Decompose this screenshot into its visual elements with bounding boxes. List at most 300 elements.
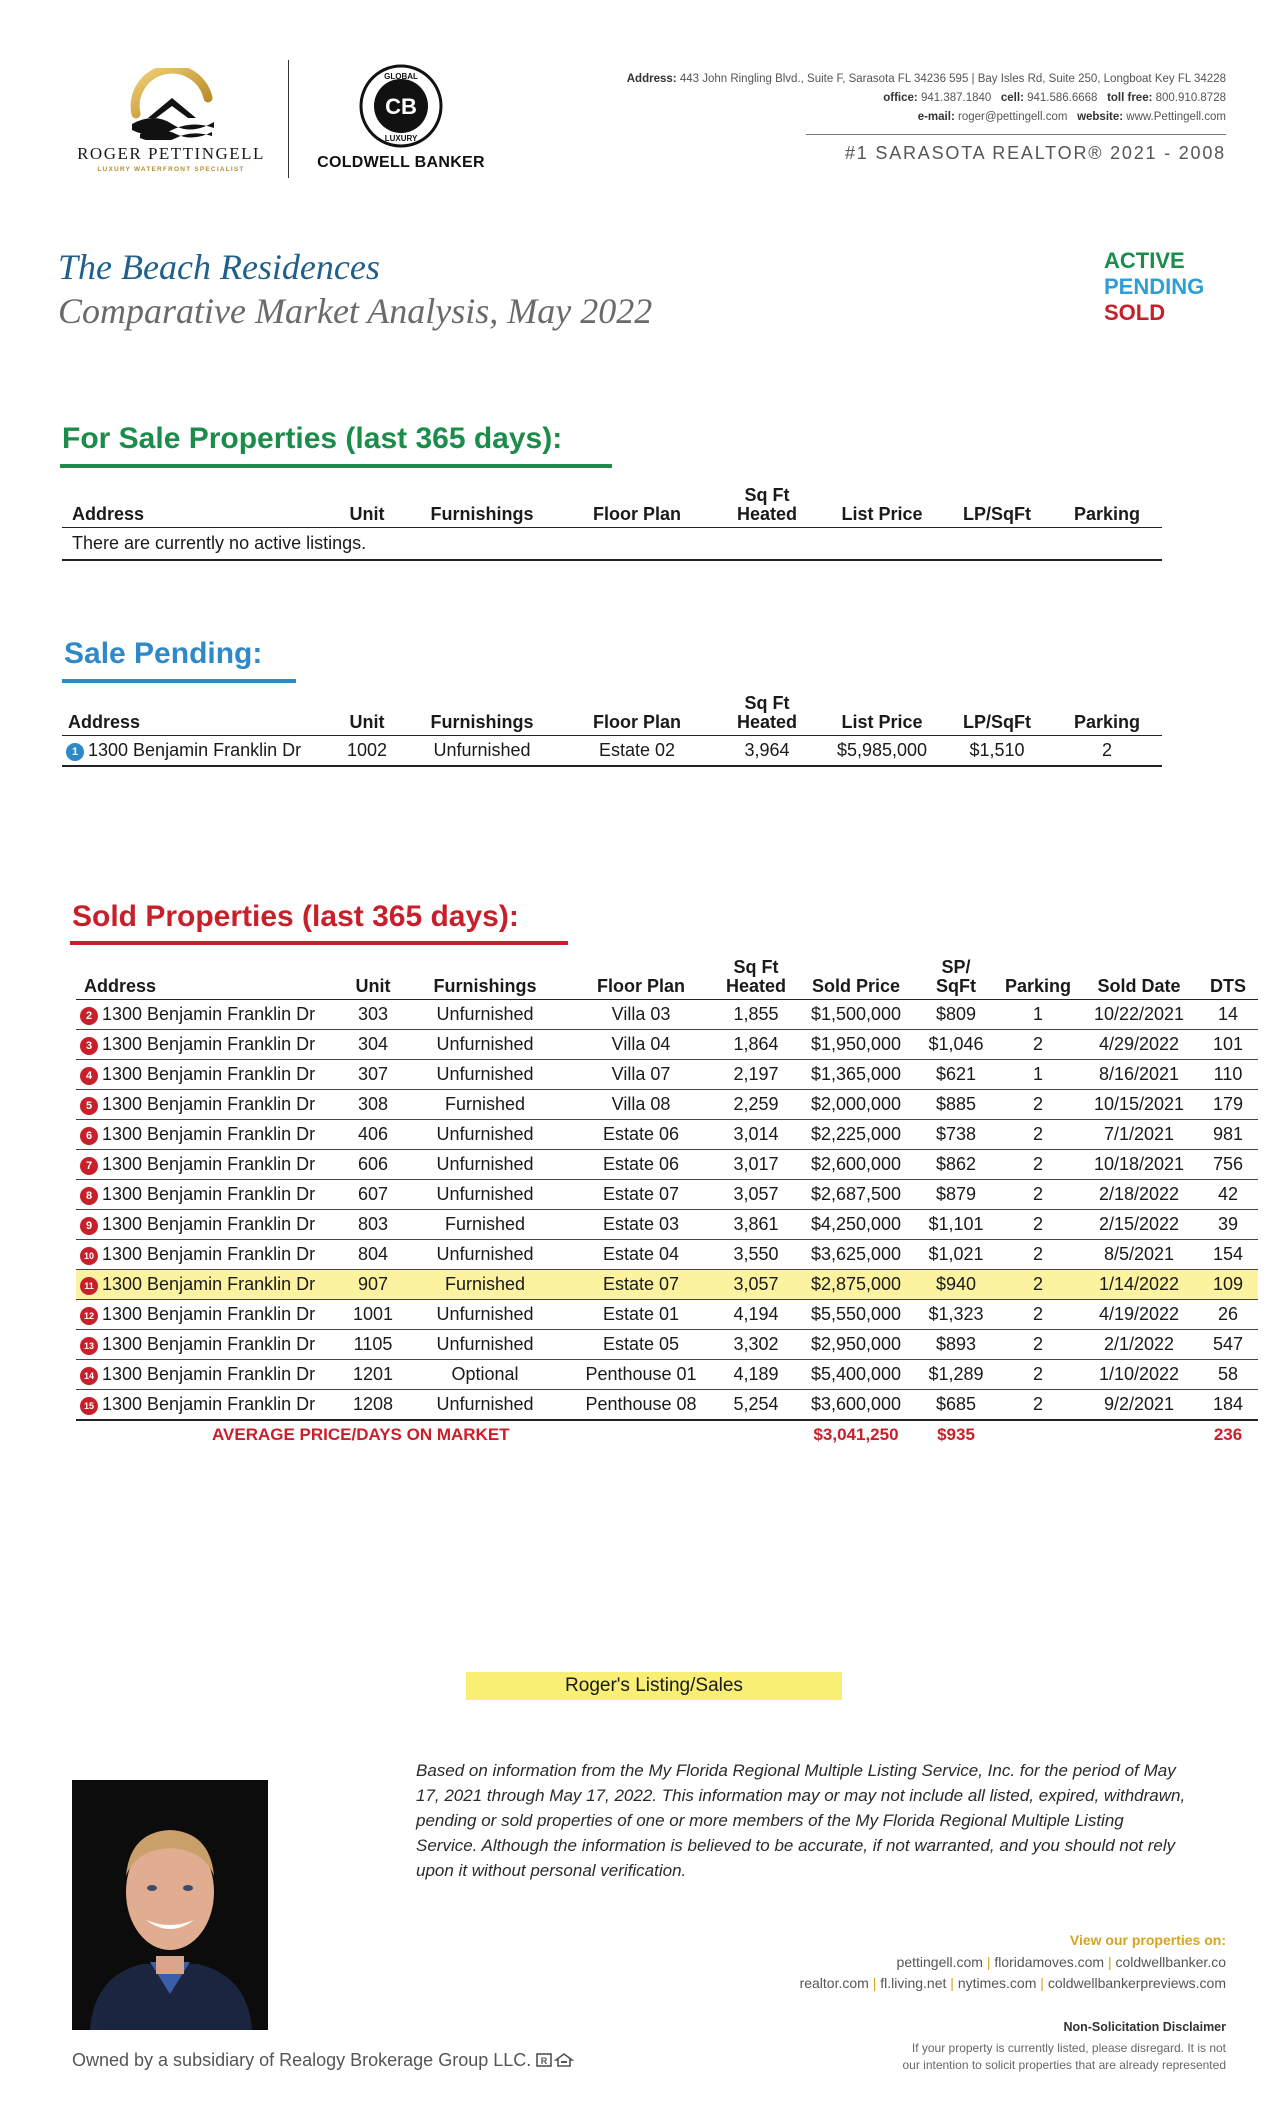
sold-price-cell: $1,365,000 <box>810 1064 902 1084</box>
col-unit: Unit <box>355 976 391 996</box>
unit-cell: 308 <box>357 1094 389 1114</box>
address-cell <box>62 736 332 766</box>
status-sold: SOLD <box>1104 300 1166 325</box>
for-sale-table <box>62 486 1162 561</box>
sqft-cell: 3,014 <box>733 1124 779 1144</box>
sold-price-cell: $3,625,000 <box>810 1244 902 1264</box>
furnishings-cell: Unfurnished <box>433 739 531 760</box>
col-address: Address <box>84 976 157 996</box>
mls-disclaimer: Based on information from the My Florida Regional Multiple Listing Service, Inc. for the period of May 17, 2021 through May 17, 2022. This information may or may not include all listed, expired, withdrawn, pending or sold properties of one or more members of the My Florida Regional Multiple Listing Service. Although the information is believed to be accurate, if not warranted, and you should not rely upon it without personal verification. <box>416 1761 1186 1880</box>
dts-cell: 547 <box>1212 1334 1244 1354</box>
listing-legend: Roger's Listing/Sales <box>466 1672 842 1700</box>
realtor-award: #1 SARASOTA REALTOR® 2021 - 2008 <box>844 143 1226 163</box>
parking-cell: 2 <box>1032 1244 1043 1264</box>
furnishings-cell: Unfurnished <box>436 1334 534 1354</box>
pending-rule <box>62 679 296 683</box>
address-text: 1300 Benjamin Franklin Dr <box>102 1393 316 1414</box>
address-cell <box>76 1180 342 1210</box>
sold-date-cell: 10/18/2021 <box>1093 1154 1185 1174</box>
col-sqft <box>712 694 822 736</box>
floor-plan-cell: Villa 07 <box>611 1064 671 1084</box>
col-sqft-line1: Sq Ft <box>744 693 790 713</box>
sold-date-cell: 10/15/2021 <box>1093 1094 1185 1114</box>
pending-table <box>62 694 1162 767</box>
logo-tagline: LUXURY WATERFRONT SPECIALIST <box>97 166 245 173</box>
cell-label: cell: <box>1000 92 1024 104</box>
logo-divider <box>288 60 289 178</box>
parking-cell: 2 <box>996 1270 1080 1300</box>
col-sqft <box>712 486 822 528</box>
address-cell <box>76 1240 342 1270</box>
average-label: AVERAGE PRICE/DAYS ON MARKET <box>212 1425 510 1444</box>
cell-phone[interactable]: 941.586.6668 <box>1027 92 1098 104</box>
furnishings-cell: Furnished <box>444 1214 526 1234</box>
address-cell <box>76 1270 342 1300</box>
sp-sqft-cell: $685 <box>935 1393 977 1414</box>
sold-date-cell: 2/15/2022 <box>1098 1214 1180 1234</box>
col-sold-price: Sold Price <box>811 976 901 996</box>
lp-sqft-cell: $1,510 <box>969 739 1025 760</box>
dts-cell: 981 <box>1212 1124 1244 1144</box>
sold-date-cell: 4/29/2022 <box>1098 1034 1180 1054</box>
average-sp-sqft: $935 <box>937 1425 975 1444</box>
unit-cell: 1201 <box>352 1364 394 1384</box>
sold-date-cell: 2/18/2022 <box>1098 1184 1180 1204</box>
unit-cell: 1208 <box>352 1393 394 1414</box>
unit-cell: 1105 <box>353 1334 393 1354</box>
furnishings-cell: Furnished <box>404 1270 566 1300</box>
col-sp-line1: SP/ <box>941 957 971 977</box>
col-sqft-line2: Heated <box>725 976 787 996</box>
status-legend <box>1104 248 1204 326</box>
dts-cell: 179 <box>1212 1094 1244 1114</box>
sold-date-cell: 2/1/2022 <box>1103 1334 1175 1354</box>
furnishings-cell: Unfurnished <box>436 1154 534 1174</box>
email-line <box>546 108 1226 127</box>
col-floor-plan: Floor Plan <box>592 504 681 524</box>
row-number-badge: 7 <box>80 1157 98 1175</box>
address-text: 1300 Benjamin Franklin Dr <box>102 1184 316 1204</box>
floor-plan-cell: Villa 08 <box>611 1094 671 1114</box>
average-sold-price: $3,041,250 <box>813 1425 899 1444</box>
col-unit: Unit <box>349 712 385 732</box>
floor-plan-cell: Estate 07 <box>602 1184 680 1204</box>
sp-sqft-cell: $893 <box>935 1334 977 1354</box>
pending-heading: Sale Pending: <box>64 637 263 670</box>
ownership-note <box>72 2050 576 2071</box>
sold-price-cell: $3,600,000 <box>810 1393 902 1414</box>
address-cell <box>76 1030 342 1060</box>
parking-cell: 1 <box>1032 1064 1043 1084</box>
sold-rule <box>70 941 568 945</box>
unit-cell: 1001 <box>352 1304 394 1324</box>
address-line <box>546 70 1226 89</box>
sold-row <box>76 1150 1258 1180</box>
website-link[interactable]: www.Pettingell.com <box>1126 111 1226 123</box>
parking-cell: 2 <box>1032 1184 1043 1204</box>
col-address: Address <box>72 504 145 524</box>
dts-cell: 26 <box>1217 1304 1239 1324</box>
furnishings-cell: Furnished <box>444 1094 526 1114</box>
svg-text:CB: CB <box>385 94 417 119</box>
sold-header-row <box>76 958 1258 1000</box>
for-sale-heading: For Sale Properties (last 365 days): <box>62 422 563 455</box>
ownership-text: Owned by a subsidiary of Realogy Brokerage Group LLC. <box>72 2050 532 2070</box>
col-sqft-line1: Sq Ft <box>733 957 779 977</box>
floor-plan-cell: Villa 04 <box>611 1034 671 1054</box>
dts-cell: 756 <box>1212 1154 1244 1174</box>
col-parking: Parking <box>1073 712 1141 732</box>
address-text: 1300 Benjamin Franklin Dr <box>102 1364 316 1384</box>
furnishings-cell: Optional <box>451 1364 519 1384</box>
row-number-badge: 6 <box>80 1127 98 1145</box>
row-number-badge: 9 <box>80 1217 98 1235</box>
sold-price-cell: $4,250,000 <box>810 1214 902 1234</box>
sold-row <box>76 1330 1258 1360</box>
address-cell <box>76 1330 342 1360</box>
col-list-price: List Price <box>841 712 923 732</box>
unit-cell: 307 <box>357 1064 389 1084</box>
links-row-1: pettingell.com | floridamoves.com | coldwellbanker.co <box>896 1954 1226 1970</box>
page-title: The Beach Residences <box>58 247 380 287</box>
sqft-cell: 1,864 <box>733 1034 779 1054</box>
website-label: website: <box>1077 111 1124 123</box>
col-sp-sqft <box>916 958 996 1000</box>
sqft-cell: 3,964 <box>744 739 790 760</box>
address-value: 443 John Ringling Blvd., Suite F, Sarasota FL 34236 595 | Bay Isles Rd, Suite 250, Longboat Key FL 34228 <box>679 73 1226 85</box>
address-text: 1300 Benjamin Franklin Dr <box>102 1124 316 1144</box>
floor-plan-cell: Estate 06 <box>602 1124 680 1144</box>
col-floor-plan: Floor Plan <box>592 712 681 732</box>
email-label: e-mail: <box>917 111 955 123</box>
row-number-badge: 13 <box>80 1337 98 1355</box>
address-text: 1300 Benjamin Franklin Dr <box>102 1214 316 1234</box>
sold-row <box>76 1270 1258 1300</box>
empty-row <box>62 528 1162 560</box>
address-text: 1300 Benjamin Franklin Dr <box>102 1274 316 1294</box>
row-number-badge: 3 <box>80 1037 98 1055</box>
row-number-badge: 1 <box>66 743 84 761</box>
dts-cell: 101 <box>1212 1034 1244 1054</box>
sold-price-cell: $5,400,000 <box>810 1364 902 1384</box>
view-properties-title: View our properties on: <box>1069 1932 1226 1948</box>
sold-row <box>76 1210 1258 1240</box>
address-text: 1300 Benjamin Franklin Dr <box>102 1064 316 1084</box>
brand-name: COLDWELL BANKER <box>317 154 485 171</box>
sold-row <box>76 1030 1258 1060</box>
address-cell <box>76 1300 342 1330</box>
floor-plan-cell: Villa 03 <box>611 1004 671 1024</box>
row-number-badge: 15 <box>80 1397 98 1415</box>
row-number-badge: 10 <box>80 1247 98 1265</box>
for-sale-header-row <box>62 486 1162 528</box>
parking-cell: 2 <box>1032 1393 1043 1414</box>
sold-price-cell: $2,875,000 <box>796 1270 916 1300</box>
floor-plan-cell: Estate 02 <box>598 739 676 760</box>
office-label: office: <box>883 92 918 104</box>
agent-photo <box>72 1780 268 2030</box>
sp-sqft-cell: $862 <box>935 1154 977 1174</box>
col-lp-sqft: LP/SqFt <box>963 712 1031 732</box>
sold-date-cell: 1/10/2022 <box>1098 1364 1180 1384</box>
col-furnishings: Furnishings <box>430 712 534 732</box>
unit-cell: 607 <box>357 1184 389 1204</box>
row-number-badge: 2 <box>80 1007 98 1025</box>
contact-divider <box>806 134 1226 135</box>
sold-row <box>76 1120 1258 1150</box>
sqft-cell: 4,194 <box>733 1304 779 1324</box>
address-cell <box>76 1090 342 1120</box>
col-parking: Parking <box>1073 504 1141 524</box>
col-unit: Unit <box>349 504 385 524</box>
sold-price-cell: $1,950,000 <box>810 1034 902 1054</box>
link-floridamoves[interactable]: floridamoves.com <box>994 1954 1105 1970</box>
address-cell <box>76 1210 342 1240</box>
sold-heading: Sold Properties (last 365 days): <box>72 900 519 933</box>
sp-sqft-cell: $621 <box>935 1064 977 1084</box>
list-price-cell: $5,985,000 <box>836 739 928 760</box>
sold-date-cell: 4/19/2022 <box>1098 1304 1180 1324</box>
parking-cell: 2 <box>1032 1364 1043 1384</box>
sp-sqft-cell: $1,046 <box>928 1034 984 1054</box>
sold-row <box>76 1180 1258 1210</box>
sqft-cell: 2,197 <box>733 1064 779 1084</box>
address-text: 1300 Benjamin Franklin Dr <box>102 1034 316 1054</box>
sqft-cell: 2,259 <box>733 1094 779 1114</box>
floor-plan-cell: Estate 07 <box>566 1270 716 1300</box>
dts-cell: 39 <box>1217 1214 1239 1234</box>
unit-cell: 907 <box>342 1270 404 1300</box>
row-number-badge: 12 <box>80 1307 98 1325</box>
sold-price-cell: $2,687,500 <box>810 1184 902 1204</box>
unit-cell: 406 <box>357 1124 389 1144</box>
address-cell <box>76 1360 342 1390</box>
floor-plan-cell: Estate 05 <box>602 1334 680 1354</box>
address-cell <box>76 1390 342 1420</box>
sold-row <box>76 1060 1258 1090</box>
average-row <box>76 1420 1258 1450</box>
unit-cell: 803 <box>357 1214 389 1234</box>
non-solicitation-line-1: If your property is currently listed, please disregard. It is not <box>911 2041 1226 2055</box>
furnishings-cell: Unfurnished <box>436 1064 534 1084</box>
col-sqft-line2: Heated <box>736 504 798 524</box>
sp-sqft-cell: $940 <box>916 1270 996 1300</box>
parking-cell: 2 <box>1032 1334 1043 1354</box>
tollfree-label: toll free: <box>1107 92 1153 104</box>
sold-price-cell: $2,225,000 <box>810 1124 902 1144</box>
unit-cell: 804 <box>357 1244 389 1264</box>
row-number-badge: 5 <box>80 1097 98 1115</box>
parking-cell: 2 <box>1032 1214 1043 1234</box>
col-sqft-line2: Heated <box>736 712 798 732</box>
sp-sqft-cell: $1,323 <box>928 1304 984 1324</box>
col-sqft-line1: Sq Ft <box>744 485 790 505</box>
svg-text:R: R <box>541 2056 548 2066</box>
pending-header-row <box>62 694 1162 736</box>
dts-cell: 154 <box>1212 1244 1244 1264</box>
link-coldwellbanker[interactable]: coldwellbanker.co <box>1115 1954 1226 1970</box>
global-luxury-seal-icon <box>359 64 443 148</box>
dts-cell: 58 <box>1217 1364 1239 1384</box>
sp-sqft-cell: $885 <box>935 1094 977 1114</box>
phone-line <box>546 89 1226 108</box>
sold-date-cell: 1/14/2022 <box>1080 1270 1198 1300</box>
sold-date-cell: 8/5/2021 <box>1103 1244 1175 1264</box>
empty-message: There are currently no active listings. <box>72 532 367 553</box>
dts-cell: 42 <box>1217 1184 1239 1204</box>
floor-plan-cell: Estate 01 <box>602 1304 680 1324</box>
logo-name: ROGER PETTINGELL <box>77 144 265 163</box>
pending-row <box>62 736 1162 766</box>
seal-top-text: GLOBAL <box>384 72 418 81</box>
furnishings-cell: Unfurnished <box>436 1304 534 1324</box>
row-number-badge: 8 <box>80 1187 98 1205</box>
dts-cell: 109 <box>1198 1270 1258 1300</box>
dts-cell: 184 <box>1212 1393 1244 1414</box>
link-cbpreviews[interactable]: coldwellbankerpreviews.com <box>1047 1975 1226 1991</box>
unit-cell: 303 <box>357 1004 389 1024</box>
furnishings-cell: Unfurnished <box>436 1124 534 1144</box>
sqft-cell: 3,550 <box>733 1244 779 1264</box>
equal-housing-icon <box>536 2052 576 2068</box>
address-cell <box>76 1060 342 1090</box>
house-wave-icon <box>126 68 218 140</box>
sp-sqft-cell: $1,021 <box>928 1244 984 1264</box>
sold-price-cell: $2,000,000 <box>810 1094 902 1114</box>
address-text: 1300 Benjamin Franklin Dr <box>102 1304 316 1324</box>
sqft-cell: 3,017 <box>733 1154 779 1174</box>
email-link[interactable]: roger@pettingell.com <box>957 111 1068 123</box>
floor-plan-cell: Penthouse 08 <box>585 1393 697 1414</box>
parking-cell: 1 <box>1032 1004 1043 1024</box>
row-number-badge: 4 <box>80 1067 98 1085</box>
address-label: Address: <box>626 73 677 85</box>
unit-cell: 1002 <box>346 739 388 760</box>
sold-row <box>76 1360 1258 1390</box>
sqft-cell: 1,855 <box>733 1004 779 1024</box>
col-sp-line2: SqFt <box>936 976 976 996</box>
address-cell <box>76 1150 342 1180</box>
sold-row <box>76 1090 1258 1120</box>
address-text: 1300 Benjamin Franklin Dr <box>102 1244 316 1264</box>
sp-sqft-cell: $809 <box>935 1004 977 1024</box>
col-floor-plan: Floor Plan <box>596 976 685 996</box>
address-text: 1300 Benjamin Franklin Dr <box>102 1154 316 1174</box>
links-row-2: realtor.com | fl.living.net | nytimes.com | coldwellbankerpreviews.com <box>799 1975 1226 1991</box>
furnishings-cell: Unfurnished <box>436 1244 534 1264</box>
unit-cell: 304 <box>357 1034 389 1054</box>
col-list-price: List Price <box>841 504 923 524</box>
sold-date-cell: 7/1/2021 <box>1103 1124 1175 1144</box>
sqft-cell: 5,254 <box>733 1393 779 1414</box>
row-number-badge: 14 <box>80 1367 98 1385</box>
sold-date-cell: 9/2/2021 <box>1103 1393 1175 1414</box>
floor-plan-cell: Penthouse 01 <box>585 1364 697 1384</box>
parking-cell: 2 <box>1032 1034 1043 1054</box>
non-solicitation-text <box>806 2040 1226 2074</box>
sqft-cell: 3,057 <box>716 1270 796 1300</box>
sp-sqft-cell: $738 <box>935 1124 977 1144</box>
sold-price-cell: $1,500,000 <box>810 1004 902 1024</box>
furnishings-cell: Unfurnished <box>436 1184 534 1204</box>
sold-row <box>76 1390 1258 1420</box>
sqft-cell: 4,189 <box>733 1364 779 1384</box>
address-cell <box>76 1000 342 1030</box>
sold-price-cell: $2,600,000 <box>810 1154 902 1174</box>
sold-date-cell: 8/16/2021 <box>1098 1064 1180 1084</box>
sold-table <box>76 958 1258 1450</box>
address-text: 1300 Benjamin Franklin Dr <box>102 1004 316 1024</box>
status-pending: PENDING <box>1104 274 1205 299</box>
parking-cell: 2 <box>1032 1304 1043 1324</box>
seal-bottom-text: LUXURY <box>384 134 418 143</box>
link-pettingell[interactable]: pettingell.com <box>896 1954 983 1970</box>
status-active: ACTIVE <box>1104 248 1185 273</box>
address-text: 1300 Benjamin Franklin Dr <box>88 739 302 760</box>
sp-sqft-cell: $1,101 <box>928 1214 984 1234</box>
property-links <box>526 1952 1226 1994</box>
non-solicitation-title: Non-Solicitation Disclaimer <box>1063 2020 1226 2034</box>
unit-cell: 606 <box>357 1154 389 1174</box>
sold-row <box>76 1240 1258 1270</box>
floor-plan-cell: Estate 06 <box>602 1154 680 1174</box>
sqft-cell: 3,861 <box>733 1214 779 1234</box>
link-nytimes[interactable]: nytimes.com <box>957 1975 1037 1991</box>
floor-plan-cell: Estate 04 <box>602 1244 680 1264</box>
sold-price-cell: $5,550,000 <box>810 1304 902 1324</box>
sold-price-cell: $2,950,000 <box>810 1334 902 1354</box>
col-sold-date: Sold Date <box>1097 976 1181 996</box>
sold-rows <box>76 1000 1258 1450</box>
sp-sqft-cell: $1,289 <box>928 1364 984 1384</box>
dts-cell: 110 <box>1213 1064 1243 1084</box>
link-fl-living[interactable]: fl.living.net <box>880 1975 947 1991</box>
contact-block <box>546 70 1226 127</box>
sold-row <box>76 1000 1258 1030</box>
col-parking: Parking <box>1004 976 1072 996</box>
roger-pettingell-logo <box>66 62 276 182</box>
parking-cell: 2 <box>1032 1154 1043 1174</box>
sp-sqft-cell: $879 <box>935 1184 977 1204</box>
col-lp-sqft: LP/SqFt <box>963 504 1031 524</box>
address-cell <box>76 1120 342 1150</box>
row-number-badge: 11 <box>80 1277 98 1295</box>
col-furnishings: Furnishings <box>430 504 534 524</box>
office-phone[interactable]: 941.387.1840 <box>920 92 992 104</box>
page-subtitle: Comparative Market Analysis, May 2022 <box>58 291 653 331</box>
non-solicitation-line-2: our intention to solicit properties that are already represented <box>902 2058 1226 2072</box>
col-dts: DTS <box>1210 976 1246 996</box>
address-text: 1300 Benjamin Franklin Dr <box>102 1094 316 1114</box>
parking-cell: 2 <box>1032 1124 1043 1144</box>
link-realtor[interactable]: realtor.com <box>799 1975 869 1991</box>
furnishings-cell: Unfurnished <box>436 1034 534 1054</box>
average-dts: 236 <box>1213 1425 1243 1444</box>
col-furnishings: Furnishings <box>433 976 537 996</box>
tollfree-phone[interactable]: 800.910.8728 <box>1155 92 1226 104</box>
parking-cell: 2 <box>1101 739 1112 760</box>
col-sqft <box>716 958 796 1000</box>
dts-cell: 14 <box>1217 1004 1239 1024</box>
coldwell-banker-logo <box>306 64 496 176</box>
parking-cell: 2 <box>1032 1094 1043 1114</box>
sold-row <box>76 1300 1258 1330</box>
floor-plan-cell: Estate 03 <box>602 1214 680 1234</box>
for-sale-rule <box>60 464 612 468</box>
address-text: 1300 Benjamin Franklin Dr <box>102 1334 316 1354</box>
sqft-cell: 3,302 <box>733 1334 779 1354</box>
sqft-cell: 3,057 <box>733 1184 779 1204</box>
